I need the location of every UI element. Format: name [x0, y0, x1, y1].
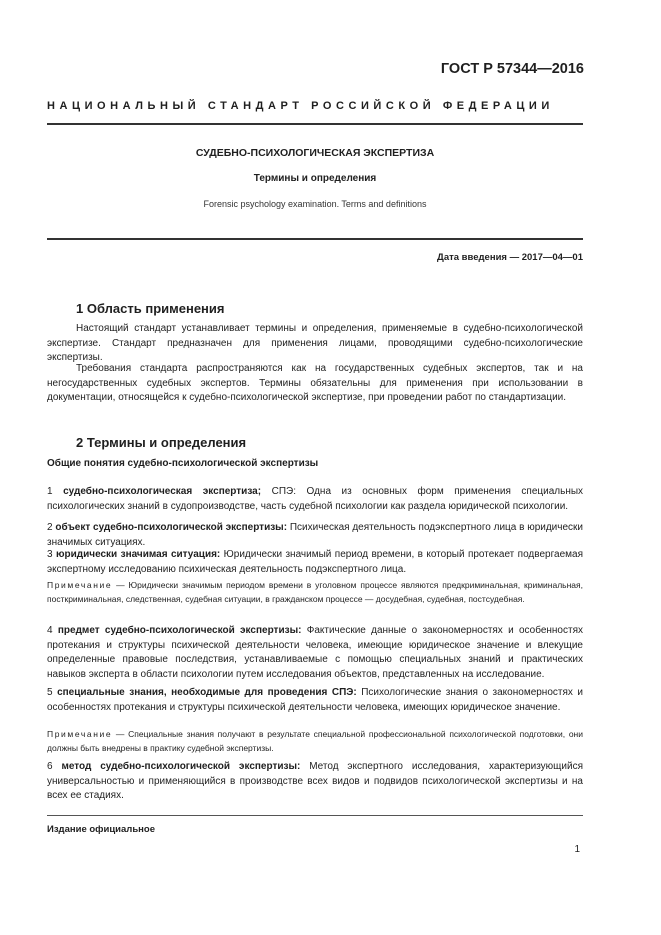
term-definition: Психическая деятельность подэкспертного лица в юридически значимых ситуациях.: [47, 522, 584, 548]
section-1-heading: 1 Область применения: [76, 301, 225, 316]
term-name: специальные знания, необходимые для проведения СПЭ:: [57, 687, 357, 698]
section-1-paragraph: Требования стандарта распространяются как на государственных судебных экспертов, так и на негосударственных судебных экспертов. Термины обязательны для применения при использовании в документации, относящейся к судебно-психологической экспертизе, при проведении работ по стандартизации.: [47, 363, 583, 404]
term-entry: [47, 686, 583, 715]
term-note: [47, 579, 583, 606]
document-subtitle: Термины и определения: [253, 173, 377, 184]
edition-label: Издание официальное: [47, 824, 155, 835]
term-definition: Фактические данные о закономерностях и особенностях протекания и структуры психической деятельности человека, имеющие юридическое значение и влекущие определенные правовые последствия, устанавливаемые с помощью специальных знаний и практических навыков эксперта в области психологии путем исследования объектов, представленных на исследование.: [47, 625, 583, 681]
note-label: Примечание: [47, 580, 113, 590]
term-definition: Юридически значимый период времени, в который протекает подвергаемая экспертному исследованию психическая деятельность подэкспертного лица.: [47, 549, 583, 575]
english-title: Forensic psychology examination. Terms and definitions: [203, 199, 427, 209]
note-text: — Специальные знания получают в результате специальной профессиональной психологической подготовки, они должны быть внедрены в практику судебной экспертизы.: [47, 729, 583, 753]
section-2-heading: 2 Термины и определения: [76, 435, 247, 450]
page-number: 1: [574, 844, 580, 855]
term-number: 6: [47, 761, 53, 772]
term-name: предмет судебно-психологической экспертизы:: [57, 625, 302, 636]
term-entry: [47, 760, 583, 804]
note-label: Примечание: [47, 729, 113, 739]
term-entry: [47, 624, 583, 683]
term-name: метод судебно-психологической экспертизы:: [61, 761, 301, 772]
footer-divider: [47, 815, 583, 816]
document-title: СУДЕБНО-ПСИХОЛОГИЧЕСКАЯ ЭКСПЕРТИЗА: [195, 147, 435, 159]
document-number: ГОСТ Р 57344—2016: [440, 61, 584, 77]
term-number: 3: [47, 549, 53, 560]
term-number: 2: [47, 522, 53, 533]
term-note: [47, 728, 583, 755]
term-name: судебно-психологическая экспертиза;: [63, 486, 262, 497]
term-entry: [47, 548, 583, 577]
note-text: — Юридически значимым периодом времени в уголовном процессе являются предкриминальная, криминальная, посткриминальная, следственная, судебная ситуации, в гражданском процессе — досудебная, судебная, постсудебная.: [47, 580, 583, 604]
term-number: 1: [47, 486, 53, 497]
term-number: 4: [47, 625, 53, 636]
term-number: 5: [47, 687, 53, 698]
top-divider: [47, 123, 583, 125]
national-standard-banner: НАЦИОНАЛЬНЫЙ СТАНДАРТ РОССИЙСКОЙ ФЕДЕРАЦИИ: [47, 100, 554, 112]
title-divider: [47, 238, 583, 240]
section-1-paragraph: Настоящий стандарт устанавливает термины и определения, применяемые в судебно-психологической экспертизе. Стандарт предназначен для применения лицами, проводящими судебно-психологические экспертизы.: [47, 323, 583, 364]
term-entry: [47, 521, 583, 550]
term-entry: [47, 485, 583, 514]
term-definition: СПЭ: Одна из основных форм применения специальных психологических знаний в судопроизводстве, часть судебной психологии как раздела юридической психологии.: [47, 486, 584, 512]
term-name: юридически значимая ситуация:: [55, 549, 221, 560]
term-name: объект судебно-психологической экспертизы:: [55, 522, 288, 533]
term-definition: Психологические знания о закономерностях и особенностях протекания и структуры психической деятельности человека, имеющих юридическое значение.: [47, 687, 583, 713]
section-2-subheading: Общие понятия судебно-психологической экспертизы: [47, 458, 319, 469]
introduction-date: Дата введения — 2017—04—01: [437, 252, 583, 263]
term-definition: Метод экспертного исследования, характеризующийся универсальностью и применяющийся в производстве всех видов и подвидов психологической экспертизы и на всех ее стадиях.: [47, 761, 583, 802]
